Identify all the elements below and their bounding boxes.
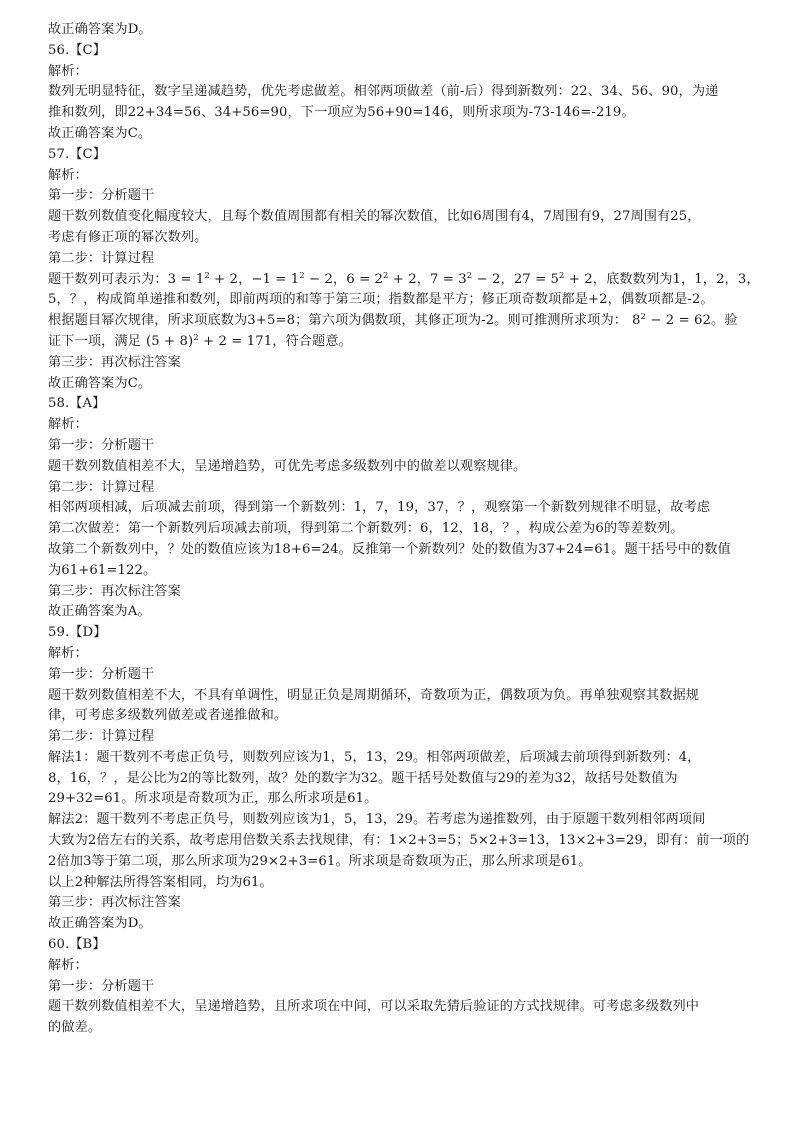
text-line: 解析： [48, 63, 88, 79]
text-line: 解析： [48, 167, 88, 183]
text-line: 题干数列数值相差不大，呈递增趋势，且所求项在中间，可以采取先猜后验证的方式找规律。可考虑多级数列中 [48, 999, 700, 1015]
formula: $7 = 3^2 - 2$ [430, 270, 501, 287]
text-span: 根据题目幂次规律，所求项底数为3+5=8；第六项为偶数项，其修正项为-2。则可推测所求项为： [48, 313, 628, 329]
text-line: 29+32=61。所求项是奇数项为正，那么所求项是61。 [48, 791, 378, 807]
answer-explanations [48, 20, 760, 1039]
text-line: 故正确答案为C。 [48, 375, 152, 391]
text-line: 大致为2倍左右的关系，故考虑用倍数关系去找规律，有：1×2+3=5；5×2+3=13，13×2+3=29，即有：前一项的 [48, 833, 750, 849]
formula: $-1 = 1^2 - 2$ [251, 270, 333, 287]
formula: $(5 + 8)^2 + 2 = 171$ [146, 332, 273, 349]
text-line: 第二步：计算过程 [48, 250, 155, 266]
text-line: 解析： [48, 957, 88, 973]
text-line: 相邻两项相减，后项减去前项，得到第一个新数列：1，7，19，37，？，观察第一个新数列规律不明显，故考虑 [48, 500, 711, 516]
text-line: 以上2种解法所得答案相同，均为61。 [48, 874, 273, 890]
separator: ， [238, 271, 252, 287]
text-line: 第三步：再次标注答案 [48, 583, 181, 599]
formula: $27 = 5^2 + 2$ [513, 270, 593, 287]
text-line: 第一步：分析题干 [48, 437, 155, 453]
separator: ， [592, 271, 607, 287]
text-line: 2倍加3等于第二项，那么所求项为29×2+3=61。所求项是奇数项为正，那么所求项是61。 [48, 853, 592, 869]
formula: $6 = 2^2 + 2$ [346, 270, 417, 287]
text-span: 题干数列可表示为： [48, 271, 168, 287]
text-line: 第一步：分析题干 [48, 666, 155, 682]
text-line: 5，？，构成简单递推和数列，即前两项的和等于第三项；指数都是平方；修正项奇数项都是+2，偶数项都是-2。 [48, 292, 714, 308]
separator: ， [500, 271, 514, 287]
separator: ， [332, 271, 347, 287]
text-line: 故第二个新数列中，？处的数值应该为18+6=24。反推第一个新数列？处的数值为37+24=61。题干括号中的数值 [48, 541, 731, 557]
formula-line [48, 270, 760, 291]
formula: $3 = 1^2 + 2$ [167, 270, 239, 287]
question-60-heading: 60.【B】 [48, 937, 106, 953]
text-line: 故正确答案为A。 [48, 604, 151, 620]
text-span: ，符合题意。 [272, 333, 352, 349]
text-line: 故正确答案为C。 [48, 125, 152, 141]
question-59-heading: 59.【D】 [48, 625, 107, 641]
text-line: 第二步：计算过程 [48, 729, 155, 745]
text-line: 解析： [48, 645, 88, 661]
text-line: 解析： [48, 417, 88, 433]
question-56-heading: 56.【C】 [48, 42, 107, 58]
text-line: 为61+61=122。 [48, 562, 157, 578]
text-line: 第三步：再次标注答案 [48, 895, 181, 911]
text-line: 题干数列数值相差不大，不具有单调性，明显正负是周期循环，奇数项为正，偶数项为负。再单独观察其数据规 [48, 687, 700, 703]
text-span: 证下一项，满足 [48, 333, 142, 349]
text-line: 推和数列，即22+34=56、34+56=90，下一项应为56+90=146，则所求项为-73-146=-219。 [48, 105, 635, 121]
question-57-heading: 57.【C】 [48, 146, 107, 162]
text-line: 第一步：分析题干 [48, 188, 155, 204]
formula-line [48, 311, 760, 332]
formula: $8^2 - 2 = 62$ [632, 312, 711, 329]
text-line: 故正确答案为D。 [48, 916, 152, 932]
separator: ， [416, 271, 431, 287]
text-line: 考虑有修正项的幂次数列。 [48, 229, 208, 245]
text-line: 解法2：题干数列不考虑正负号，则数列应该为1，5，13，29。若考虑为递推数列，由于原题干数列相邻两项间 [48, 812, 706, 828]
text-line: 题干数列数值变化幅度较大，且每个数值周围都有相关的幂次数值，比如6周围有4，7周围有9，27周围有25， [48, 209, 701, 225]
text-line: 数列无明显特征，数字呈递减趋势，优先考虑做差。相邻两项做差（前-后）得到新数列：22、34、56、90，为递 [48, 84, 719, 100]
text-line: 第二次做差：第一个新数列后项减去前项，得到第二个新数列：6，12，18，？，构成公差为6的等差数列。 [48, 521, 684, 537]
formula-line [48, 332, 760, 353]
text-line: 第二步：计算过程 [48, 479, 155, 495]
text-line: 解法1：题干数列不考虑正负号，则数列应该为1，5，13，29。相邻两项做差，后项减去前项得到新数列：4， [48, 749, 701, 765]
text-line: 的做差。 [48, 1020, 102, 1036]
text-line: 第一步：分析题干 [48, 978, 155, 994]
text-span: 底数数列为1，1，2，3， [606, 271, 760, 287]
text-line: 故正确答案为D。 [48, 22, 152, 37]
text-line: 律，可考虑多级数列做差或者递推做和。 [48, 708, 288, 724]
text-line: 第三步：再次标注答案 [48, 354, 181, 370]
text-line: 8，16，？，是公比为2的等比数列，故？处的数字为32。题干括号处数值与29的差为32，故括号处数值为 [48, 770, 678, 786]
text-line: 题干数列数值相差不大，呈递增趋势，可优先考虑多级数列中的做差以观察规律。 [48, 458, 527, 474]
question-58-heading: 58.【A】 [48, 396, 106, 412]
text-span: 。验 [711, 313, 738, 329]
